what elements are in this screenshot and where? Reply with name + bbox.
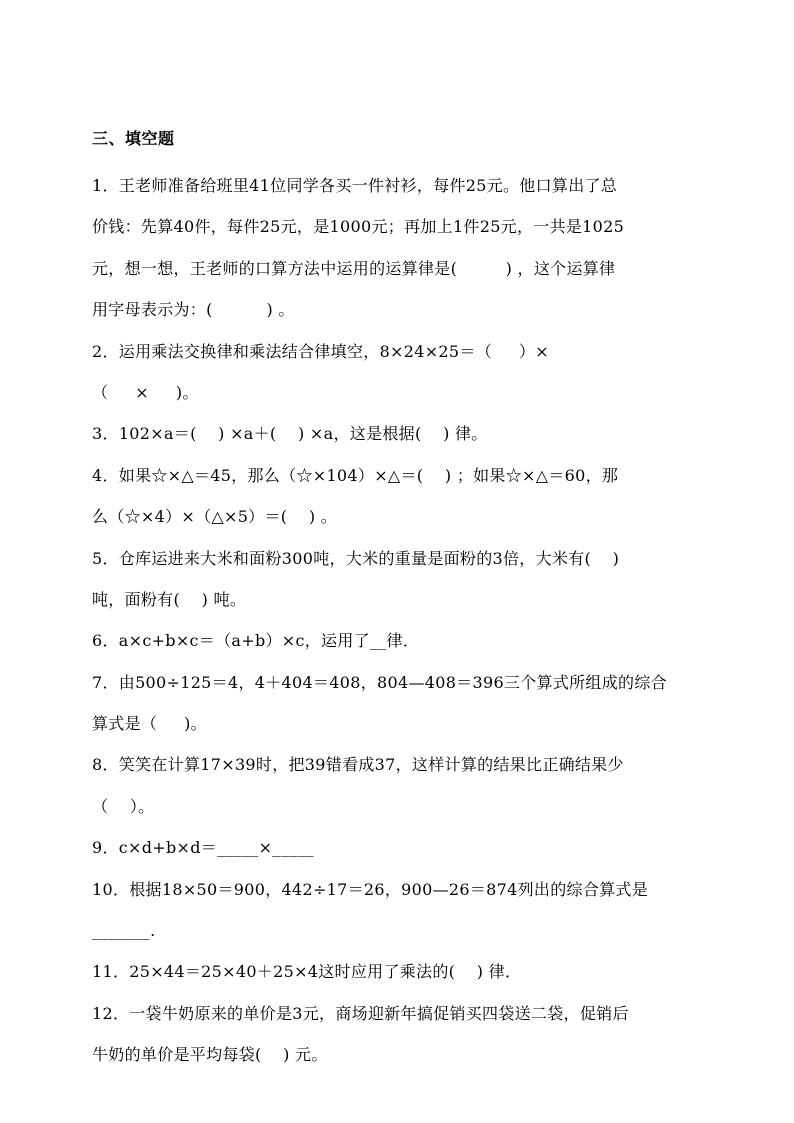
section-title: 三、填空题 [92,129,175,148]
question-4-line-2: 么（☆×4）×（△×5）＝( ) 。 [92,507,338,527]
question-12-line-1: 12．一袋牛奶原来的单价是3元，商场迎新年搞促销买四袋送二袋，促销后 [92,1003,629,1023]
question-1-line-4: 用字母表示为：( ) 。 [92,300,295,320]
question-2-line-1: 2．运用乘法交换律和乘法结合律填空，8×24×25＝（ ）× [92,341,549,361]
question-9-line-1: 9．c×d+b×d＝_____×_____ [92,838,314,858]
question-5-line-1: 5．仓库运进来大米和面粉300吨，大米的重量是面粉的3倍，大米有( ) [92,548,620,568]
question-5-line-2: 吨，面粉有( ) 吨。 [92,589,247,609]
worksheet-page [92,124,712,1076]
question-2-line-2: （ × )。 [92,382,199,402]
question-6-line-1: 6．a×c+b×c＝（a+b）×c，运用了__律． [92,631,420,651]
question-10-line-2: _______. [92,921,156,941]
question-4-line-1: 4．如果☆×△＝45，那么（☆×104）×△＝( ) ；如果☆×△＝60，那 [92,465,619,485]
question-8-line-2: （ ）。 [92,796,155,816]
question-10-line-1: 10．根据18×50＝900，442÷17＝26，900—26＝874列出的综合算式是 [92,879,649,899]
question-1-line-2: 价钱：先算40件，每件25元，是1000元；再加上1件25元，一共是1025 [92,217,625,237]
question-7-line-2: 算式是（ )。 [92,714,207,734]
question-12-line-2: 牛奶的单价是平均每袋( ) 元。 [92,1045,328,1065]
question-3-line-1: 3．102×a＝( ) ×a＋( ) ×a，这是根据( ) 律。 [92,424,488,444]
question-1-line-3: 元，想一想，王老师的口算方法中运用的运算律是( ) ，这个运算律 [92,258,616,278]
question-1-line-1: 1．王老师准备给班里41位同学各买一件衬衫，每件25元。他口算出了总 [92,176,618,195]
question-11-line-1: 11．25×44＝25×40＋25×4这时应用了乘法的( ) 律． [92,962,522,982]
question-8-line-1: 8．笑笑在计算17×39时，把39错看成37，这样计算的结果比正确结果少 [92,755,624,775]
question-7-line-1: 7．由500÷125＝4，4＋404＝408，804—408＝396三个算式所组成的综合 [92,672,667,692]
